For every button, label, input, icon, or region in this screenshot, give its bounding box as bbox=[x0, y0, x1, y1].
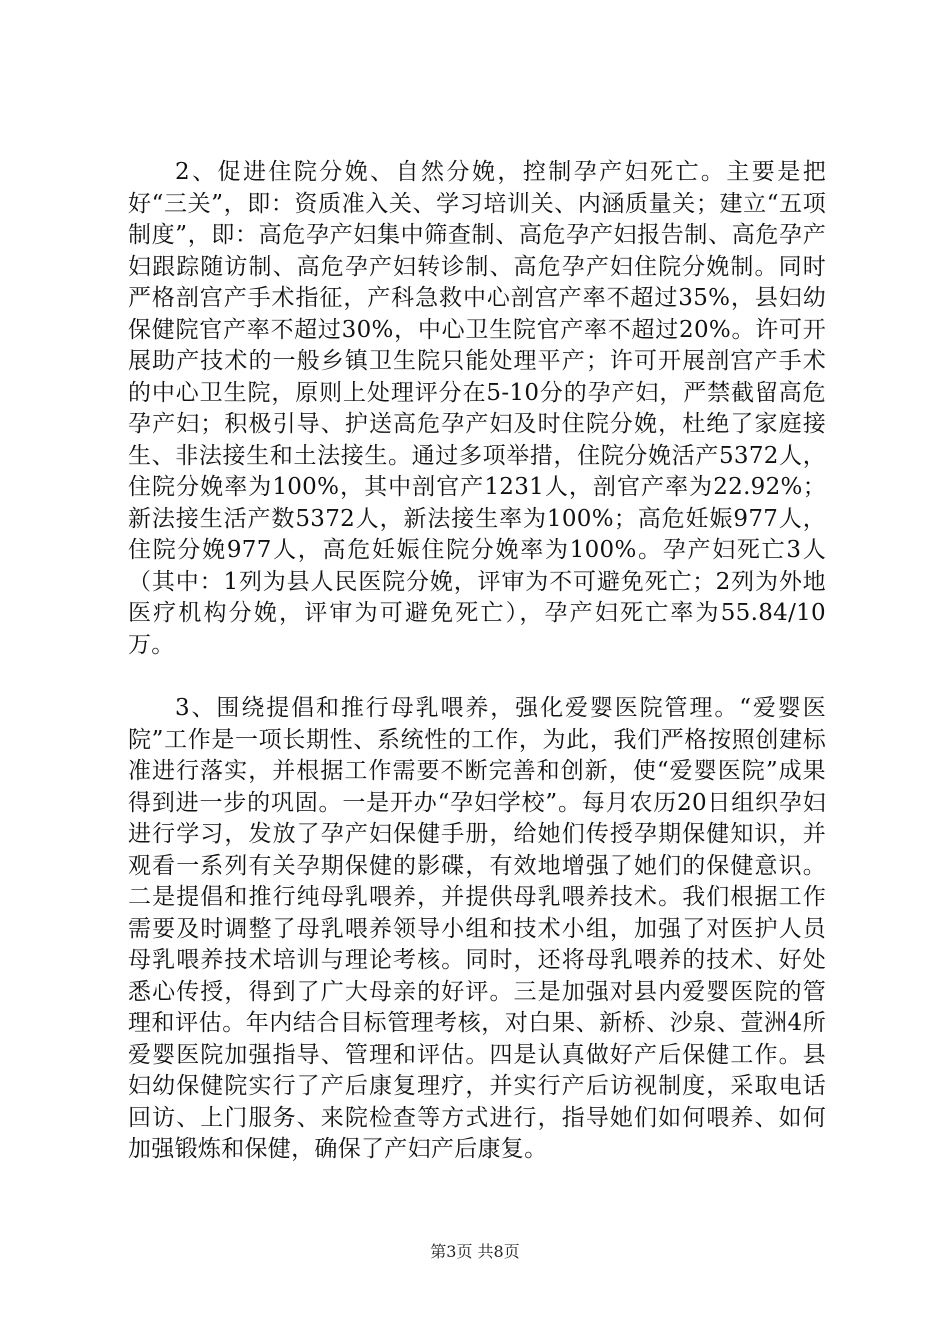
paragraph-2-hospital-delivery: 2、促进住院分娩、自然分娩，控制孕产妇死亡。主要是把好“三关”，即：资质准入关、学习培训关、内涵质量关；建立“五项制度”，即：高危孕产妇集中筛查制、高危孕产妇报告制、高危孕产妇跟踪随访制、高危孕产妇转诊制、高危孕产妇住院分娩制。同时严格剖宫产手术指征，产科急救中心剖宫产率不超过35%，县妇幼保健院官产率不超过30%，中心卫生院官产率不超过20%。许可开展助产技术的一般乡镇卫生院只能处理平产；许可开展剖宫产手术的中心卫生院，原则上处理评分在5-10分的孕产妇，严禁截留高危孕产妇；积极引导、护送高危孕产妇及时住院分娩，杜绝了家庭接生、非法接生和土法接生。通过多项举措，住院分娩活产5372人，住院分娩率为100%，其中剖官产1231人，剖官产率为22.92%；新法接生活产数5372人，新法接生率为100%；高危妊娠977人，住院分娩977人，高危妊娠住院分娩率为100%。孕产妇死亡3人（其中：1列为县人民医院分娩，评审为不可避免死亡；2列为外地医疗机构分娩，评审为可避免死亡），孕产妇死亡率为55.84/10万。 bbox=[128, 159, 826, 658]
document-body bbox=[128, 157, 826, 1166]
paragraph-3-breastfeeding: 3、围绕提倡和推行母乳喂养，强化爱婴医院管理。“爱婴医院”工作是一项长期性、系统性的工作，为此，我们严格按照创建标准进行落实，并根据工作需要不断完善和创新，使“爱婴医院”成果得到进一步的巩固。一是开办“孕妇学校”。每月农历20日组织孕妇进行学习，发放了孕产妇保健手册，给她们传授孕期保健知识，并观看一系列有关孕期保健的影碟，有效地增强了她们的保健意识。二是提倡和推行纯母乳喂养，并提供母乳喂养技术。我们根据工作需要及时调整了母乳喂养领导小组和技术小组，加强了对医护人员母乳喂养技术培训与理论考核。同时，还将母乳喂养的技术、好处悉心传授，得到了广大母亲的好评。三是加强对县内爱婴医院的管理和评估。年内结合目标管理考核，对白果、新桥、沙泉、萱洲4所爱婴医院加强指导、管理和评估。四是认真做好产后保健工作。县妇幼保健院实行了产后康复理疗，并实行产后访视制度，采取电话回访、上门服务、来院检查等方式进行，指导她们如何喂养、如何加强锻炼和保健，确保了产妇产后康复。 bbox=[128, 695, 826, 1162]
page-footer: 第3页 共8页 bbox=[430, 1242, 520, 1261]
